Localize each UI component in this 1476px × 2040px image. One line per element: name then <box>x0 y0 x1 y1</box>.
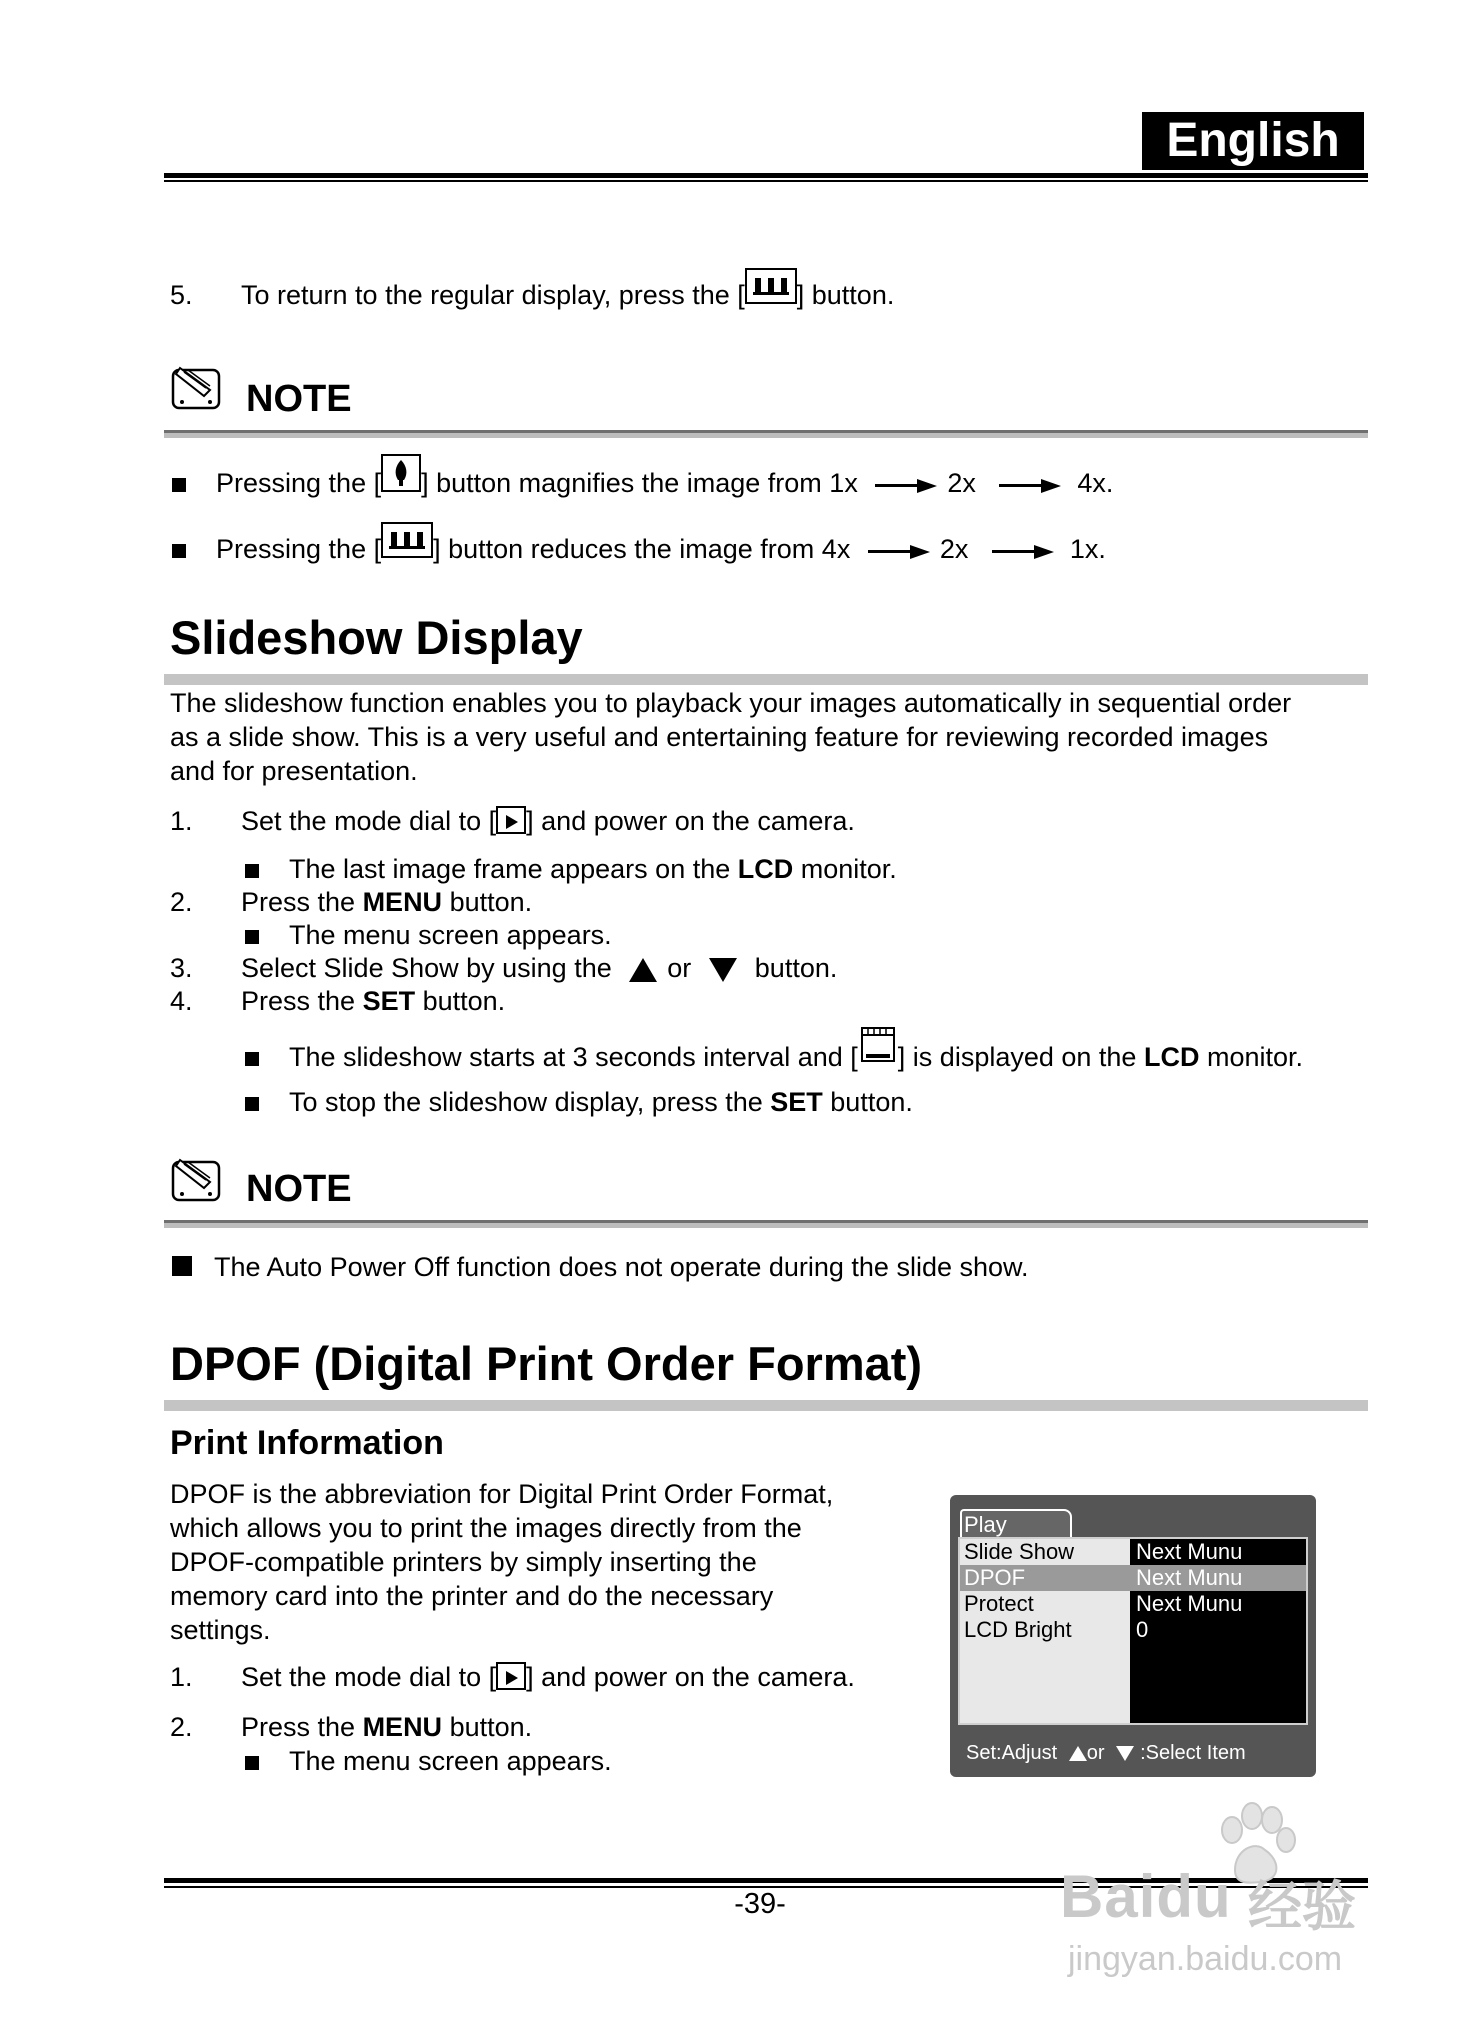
intro-line: which allows you to print the images directly from the <box>170 1513 802 1543</box>
page-number: -39- <box>734 1888 786 1920</box>
step4b1-mid: ] is displayed on the <box>897 1042 1144 1072</box>
dpof-step2 <box>241 1710 532 1744</box>
up-arrow-icon <box>629 958 657 982</box>
down-arrow-icon <box>1116 1746 1134 1761</box>
step1b-before: The last image frame appears on the <box>289 854 738 884</box>
note1-item-1-v2: 2x <box>947 468 976 498</box>
step-number: 4. <box>170 986 193 1016</box>
watermark-cn: 经验 <box>1248 1877 1356 1937</box>
header-rule-thin <box>164 180 1368 182</box>
slideshow-icon <box>858 1026 898 1066</box>
menu-row-value: Next Munu <box>1136 1565 1243 1590</box>
menu-row-label: DPOF <box>964 1565 1026 1590</box>
menu-footer <box>966 1739 1246 1767</box>
dpof-step2b-text: The menu screen appears. <box>289 1746 612 1776</box>
step5-before: To return to the regular display, press the [ <box>241 280 745 310</box>
step-number: 1. <box>170 806 193 836</box>
step5-text <box>241 278 894 312</box>
step4-after: button. <box>415 986 506 1016</box>
bullet <box>245 864 259 878</box>
note-rule <box>164 430 1368 438</box>
note1-item-1-before: Pressing the [ <box>216 468 382 498</box>
arrow-right-icon <box>992 545 1054 557</box>
intro-line: as a slide show. This is a very useful and entertaining feature for reviewing recorded images <box>170 722 1269 752</box>
menu-row-label: Slide Show <box>964 1539 1075 1564</box>
step5-number: 5. <box>170 280 193 310</box>
bullet <box>245 1097 259 1111</box>
header-rule <box>164 173 1368 178</box>
note1-item-2 <box>172 532 1106 566</box>
dpof-step2-bold: MENU <box>362 1712 443 1742</box>
dpof-step2-after: button. <box>442 1712 533 1742</box>
menu-row-value: 0 <box>1136 1617 1149 1642</box>
menu-row-value: Next Munu <box>1136 1591 1243 1616</box>
step1-after: ] and power on the camera. <box>526 806 855 836</box>
note1-item-2-v2: 2x <box>939 534 969 564</box>
step-number: 2. <box>170 887 193 917</box>
language-badge: English <box>1142 112 1364 170</box>
menu-tab-play: Play <box>960 1509 1072 1537</box>
slideshow-step4-sub2 <box>245 1085 913 1119</box>
bullet <box>172 478 186 492</box>
step1-before: Set the mode dial to [ <box>241 806 497 836</box>
menu-footer-or: or <box>1086 1742 1105 1764</box>
dpof-step2-sub <box>245 1744 612 1778</box>
section-title-dpof: DPOF (Digital Print Order Format) <box>170 1337 923 1390</box>
step1b-bold: LCD <box>737 854 794 884</box>
dpof-step1 <box>241 1660 855 1694</box>
note-icon <box>170 360 224 417</box>
note2-item <box>172 1250 1029 1284</box>
note1-item-1 <box>172 466 1113 500</box>
step2-bold: MENU <box>362 887 443 917</box>
step4b1-before: The slideshow starts at 3 seconds interval and [ <box>289 1042 858 1072</box>
note1-item-1-mid: ] button magnifies the image from 1x <box>421 468 858 498</box>
magnify-icon <box>381 454 421 492</box>
up-arrow-icon <box>1069 1746 1087 1761</box>
step1b-after: monitor. <box>793 854 897 884</box>
thumbnail-icon <box>745 268 797 304</box>
step4b2-bold: SET <box>770 1087 823 1117</box>
note2-text: The Auto Power Off function does not operate during the slide show. <box>214 1252 1029 1282</box>
intro-line: DPOF is the abbreviation for Digital Print Order Format, <box>170 1479 834 1509</box>
menu-row-label: LCD Bright <box>964 1617 1072 1642</box>
slideshow-intro <box>170 686 1370 788</box>
menu-panel <box>958 1537 1308 1725</box>
menu-row-value: Next Munu <box>1136 1539 1243 1564</box>
bullet <box>245 1052 259 1066</box>
step4b2-before: To stop the slideshow display, press the <box>289 1087 771 1117</box>
step4b1-bold: LCD <box>1143 1042 1200 1072</box>
menu-footer-right: :Select Item <box>1140 1742 1246 1764</box>
slideshow-step2-sub <box>245 918 612 952</box>
dpof-intro <box>170 1477 890 1647</box>
step2-after: button. <box>442 887 533 917</box>
section-rule <box>164 674 1368 685</box>
section-title-slideshow: Slideshow Display <box>170 611 583 664</box>
slideshow-step1-sub <box>245 852 897 886</box>
playback-mode-icon <box>496 806 526 834</box>
bullet <box>245 930 259 944</box>
intro-line: DPOF-compatible printers by simply inserting the <box>170 1547 757 1577</box>
watermark-brand: Baidu <box>1060 1863 1232 1930</box>
step2b-text: The menu screen appears. <box>289 920 612 950</box>
step-number: 3. <box>170 953 193 983</box>
step3-before: Select Slide Show by using the <box>241 953 612 983</box>
step4b2-after: button. <box>822 1087 913 1117</box>
dpof-step1-after: ] and power on the camera. <box>526 1662 855 1692</box>
menu-row-label: Protect <box>964 1591 1034 1616</box>
note1-item-2-before: Pressing the [ <box>216 534 382 564</box>
intro-line: and for presentation. <box>170 756 418 786</box>
slideshow-step4 <box>241 984 505 1018</box>
note-icon <box>170 1152 224 1209</box>
note1-item-2-v3: 1x. <box>1069 534 1106 564</box>
intro-line: The slideshow function enables you to playback your images automatically in sequential order <box>170 688 1292 718</box>
note1-item-2-mid: ] button reduces the image from 4x <box>433 534 851 564</box>
slideshow-step1 <box>241 804 855 838</box>
note-title: NOTE <box>246 378 352 420</box>
step-number: 2. <box>170 1712 193 1742</box>
baidu-watermark <box>1060 1800 1380 2000</box>
step3-or: or <box>667 953 692 983</box>
arrow-right-icon <box>875 479 937 491</box>
dpof-step2-before: Press the <box>241 1712 363 1742</box>
dpof-step1-before: Set the mode dial to [ <box>241 1662 497 1692</box>
arrow-right-icon <box>999 479 1061 491</box>
playback-mode-icon <box>496 1662 526 1690</box>
slideshow-step2 <box>241 885 532 919</box>
camera-menu-screenshot <box>950 1495 1316 1777</box>
step4-bold: SET <box>362 986 416 1016</box>
step2-before: Press the <box>241 887 363 917</box>
step4-before: Press the <box>241 986 363 1016</box>
note1-item-1-v3: 4x. <box>1077 468 1114 498</box>
thumbnail-icon <box>381 522 433 558</box>
step3-after: button. <box>754 953 838 983</box>
slideshow-step4-sub1 <box>245 1040 1303 1074</box>
step-number: 1. <box>170 1662 193 1692</box>
step5-after: ] button. <box>796 280 895 310</box>
bullet <box>245 1756 259 1770</box>
intro-line: settings. <box>170 1615 271 1645</box>
arrow-right-icon <box>868 545 930 557</box>
down-arrow-icon <box>709 958 737 982</box>
note-rule <box>164 1220 1368 1228</box>
bullet <box>172 544 186 558</box>
menu-footer-left: Set:Adjust <box>966 1742 1058 1764</box>
section-rule <box>164 1400 1368 1411</box>
slideshow-step3 <box>241 951 837 985</box>
step4b1-after: monitor. <box>1199 1042 1303 1072</box>
note-title: NOTE <box>246 1168 352 1210</box>
watermark-url: jingyan.baidu.com <box>1068 1940 1343 1978</box>
bullet <box>172 1256 192 1276</box>
intro-line: memory card into the printer and do the necessary <box>170 1581 774 1611</box>
subsection-title: Print Information <box>170 1424 444 1462</box>
